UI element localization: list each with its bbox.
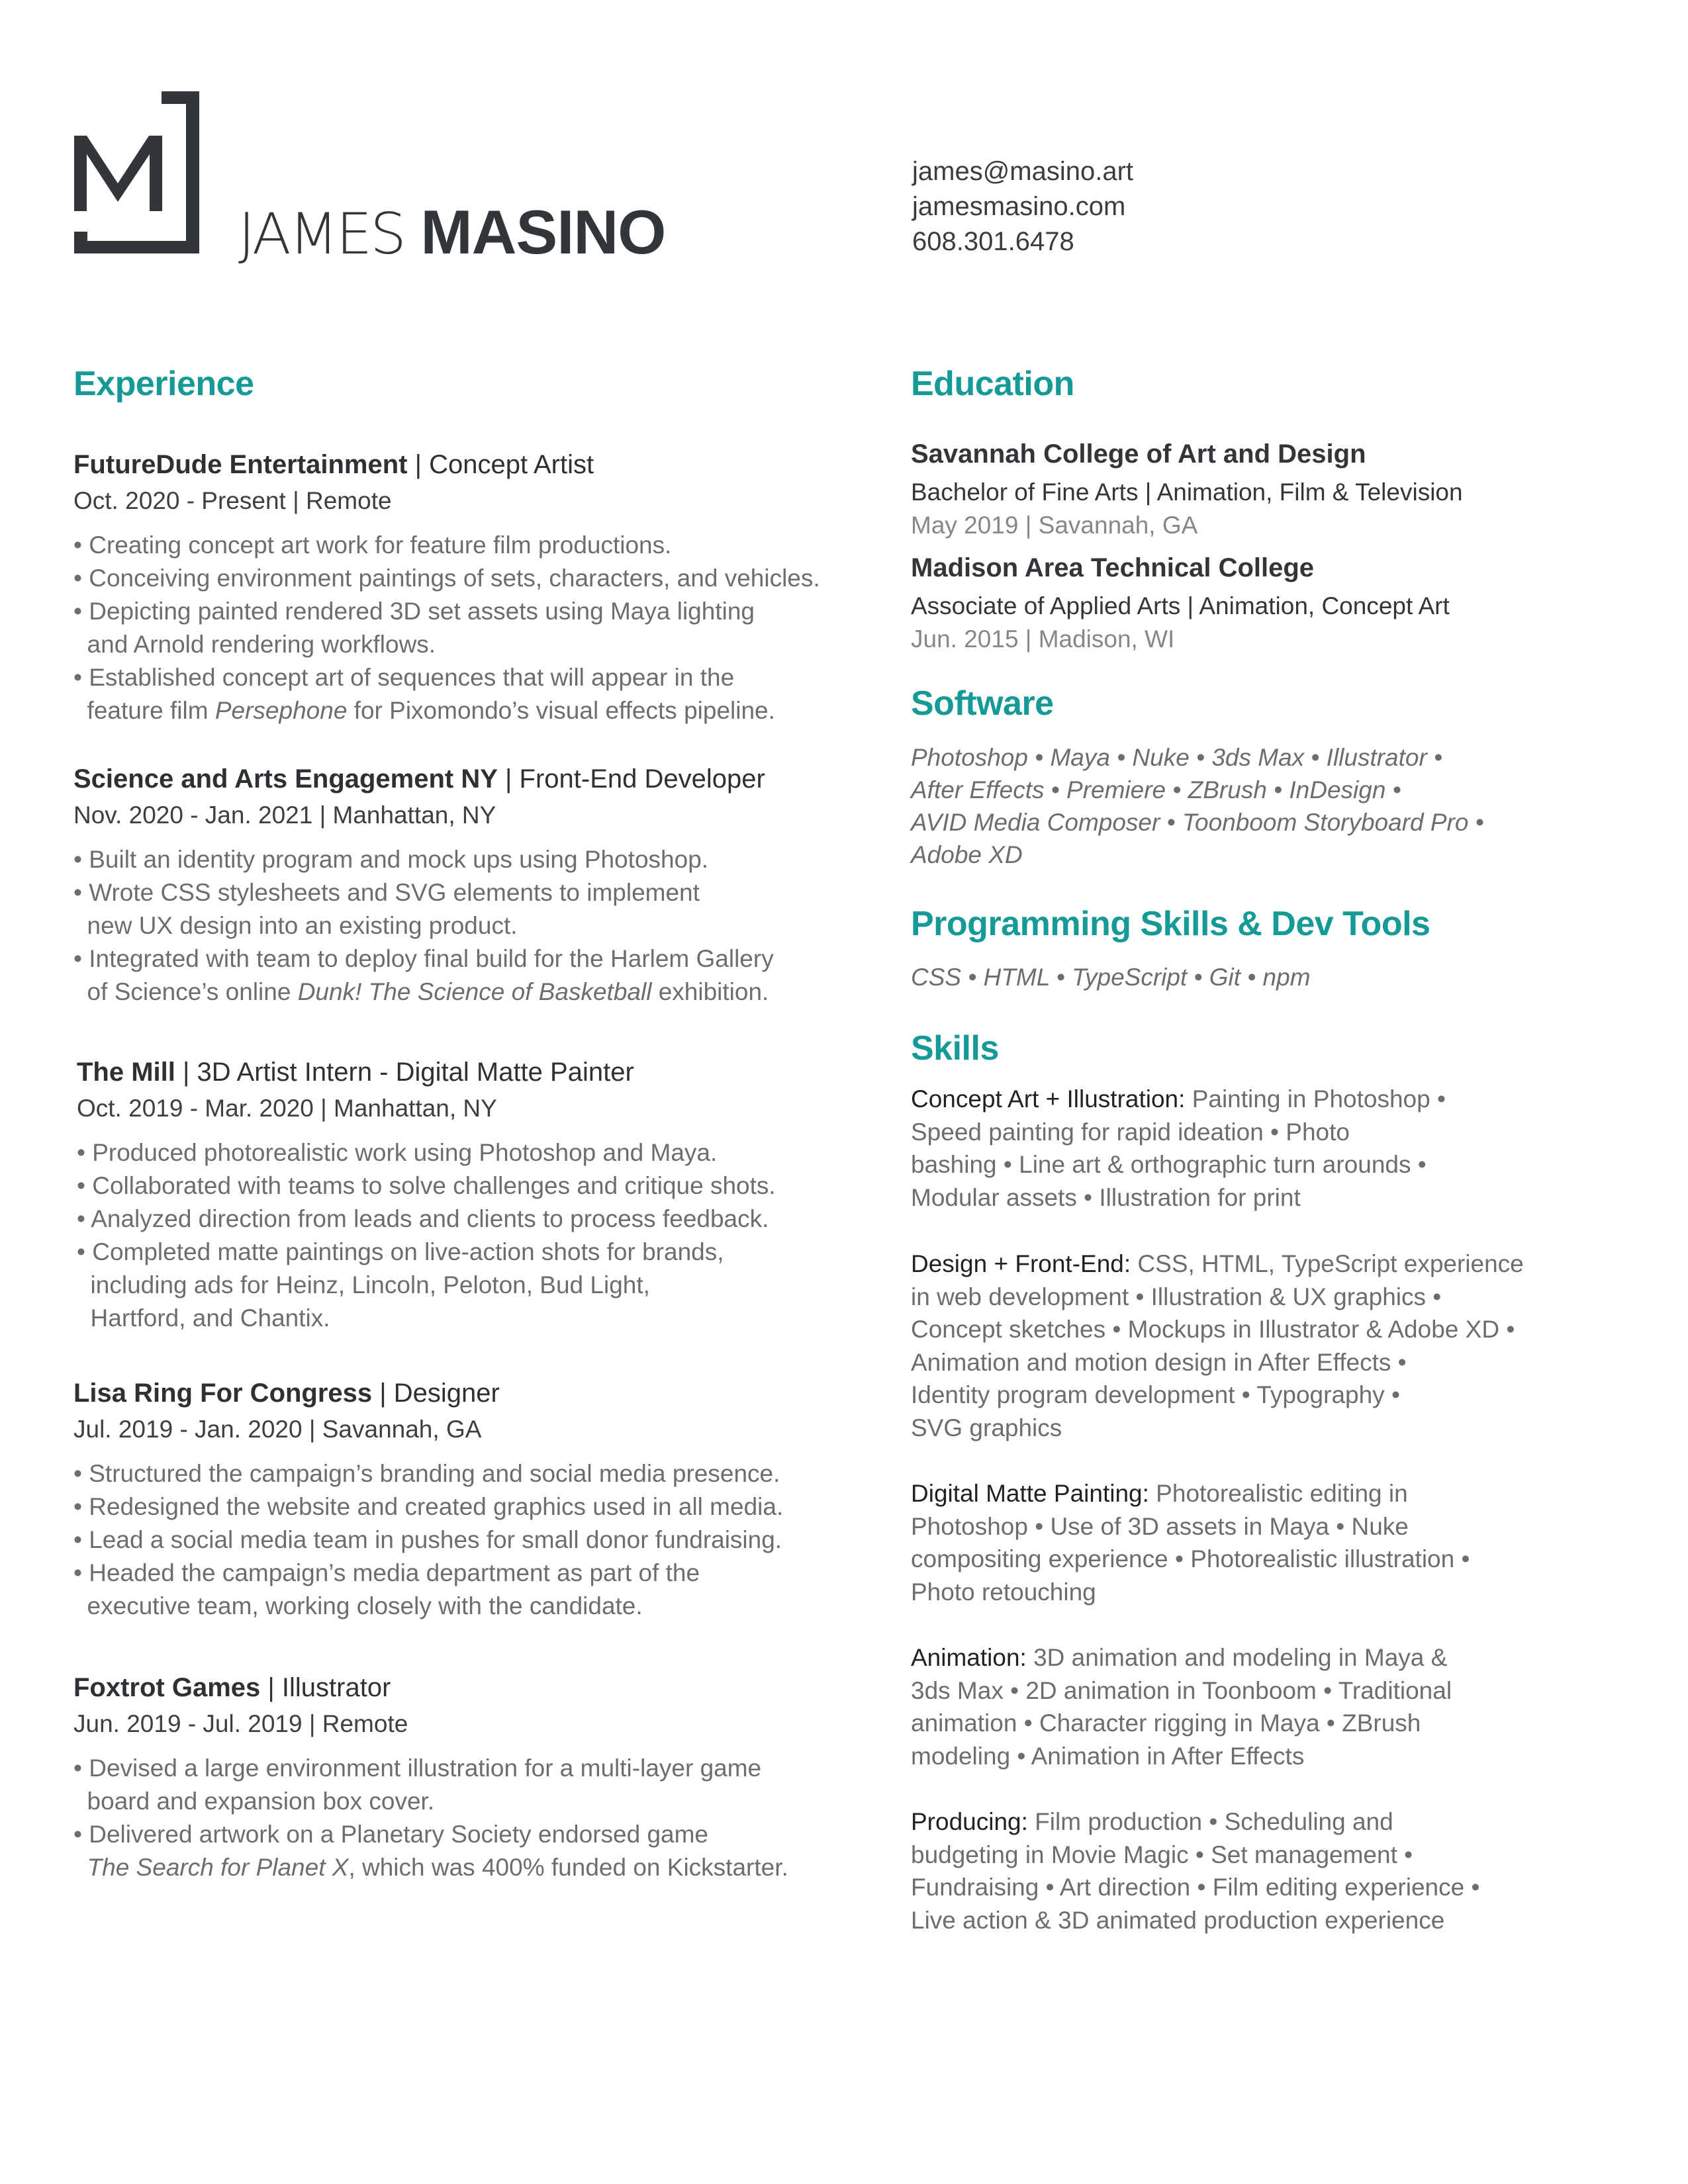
- job-bullet-line: • Headed the campaign’s media department as part of the: [73, 1559, 700, 1586]
- job-bullet-line: • Built an identity program and mock ups using Photoshop.: [73, 846, 709, 873]
- skill-line: SVG graphics: [911, 1414, 1062, 1441]
- job-bullet-line: • Collaborated with teams to solve challenges and critique shots.: [77, 1172, 776, 1199]
- logo-bracket-left-tab: [74, 232, 87, 242]
- logo-bracket-bottom-bar: [74, 241, 187, 253]
- skill-line: Concept Art + Illustration: Painting in Photoshop •: [911, 1085, 1446, 1113]
- skill-line: Fundraising • Art direction • Film editing experience •: [911, 1874, 1480, 1901]
- job-date-location: Oct. 2019 - Mar. 2020 | Manhattan, NY: [77, 1095, 497, 1122]
- job-role: | 3D Artist Intern - Digital Matte Painter: [175, 1058, 634, 1087]
- company-name: FutureDude Entertainment: [73, 450, 408, 479]
- job-bullet-line: • Delivered artwork on a Planetary Society endorsed game: [73, 1821, 709, 1848]
- italic-title: The Search for Planet X: [87, 1854, 349, 1881]
- skill-line: Photoshop • Use of 3D assets in Maya • Nuke: [911, 1512, 1409, 1540]
- job-bullet-line: • Creating concept art work for feature film productions.: [73, 531, 672, 559]
- job-role: | Front-End Developer: [497, 764, 765, 794]
- job-date-location: Nov. 2020 - Jan. 2021 | Manhattan, NY: [73, 801, 496, 829]
- italic-title: Persephone: [214, 697, 348, 724]
- skill-line: modeling • Animation in After Effects: [911, 1742, 1305, 1770]
- programming-list-line: CSS • HTML • TypeScript • Git • npm: [911, 964, 1311, 991]
- job-role: | Illustrator: [260, 1673, 391, 1702]
- software-heading: Software: [911, 684, 1054, 723]
- job-bullet-line: including ads for Heinz, Lincoln, Peloton, Bud Light,: [77, 1271, 650, 1298]
- job-bullet-line: Hartford, and Chantix.: [77, 1304, 330, 1332]
- skill-category-label: Digital Matte Painting:: [911, 1480, 1149, 1507]
- skill-line: budgeting in Movie Magic • Set management •: [911, 1841, 1413, 1868]
- skill-line: Identity program development • Typography •: [911, 1381, 1400, 1408]
- job-bullet-line: • Conceiving environment paintings of sets, characters, and vehicles.: [73, 565, 820, 592]
- skill-category-label: Design + Front-End:: [911, 1250, 1131, 1277]
- job-bullet-line: • Depicting painted rendered 3D set assets using Maya lighting: [73, 598, 755, 625]
- skill-category-label: Producing:: [911, 1808, 1028, 1835]
- school-date-location: May 2019 | Savannah, GA: [911, 512, 1198, 539]
- job-bullet-line: • Produced photorealistic work using Photoshop and Maya.: [77, 1139, 718, 1166]
- job-date-location: Oct. 2020 - Present | Remote: [73, 487, 392, 514]
- software-list-line: AVID Media Composer • Toonboom Storyboard Pro •: [911, 809, 1484, 836]
- company-name: The Mill: [77, 1058, 175, 1087]
- job-bullet-line: feature film Persephone for Pixomondo’s visual effects pipeline.: [73, 697, 775, 724]
- software-list-line: After Effects • Premiere • ZBrush • InDesign •: [911, 776, 1401, 803]
- company-name: Science and Arts Engagement NY: [73, 764, 498, 794]
- skill-category-label: Concept Art + Illustration:: [911, 1085, 1186, 1113]
- skill-line: 3ds Max • 2D animation in Toonboom • Traditional: [911, 1676, 1452, 1704]
- experience-heading: Experience: [73, 365, 254, 403]
- job-role: | Designer: [372, 1379, 500, 1408]
- job-bullet-line: • Analyzed direction from leads and clients to process feedback.: [77, 1205, 769, 1232]
- logo-m-letter-icon: [74, 136, 163, 212]
- programming-heading: Programming Skills & Dev Tools: [911, 905, 1430, 943]
- job-bullet-line: • Devised a large environment illustration for a multi-layer game: [73, 1754, 762, 1782]
- skills-heading: Skills: [911, 1029, 999, 1068]
- contact-website[interactable]: jamesmasino.com: [912, 192, 1126, 221]
- job-bullet-line: new UX design into an existing product.: [73, 912, 518, 939]
- school-degree: Bachelor of Fine Arts | Animation, Film & Television: [911, 478, 1463, 506]
- school-degree: Associate of Applied Arts | Animation, Concept Art: [911, 592, 1450, 619]
- job-bullet-line: The Search for Planet X, which was 400% funded on Kickstarter.: [87, 1854, 788, 1881]
- job-bullet-line: of Science’s online Dunk! The Science of Basketball exhibition.: [73, 978, 769, 1005]
- job-bullet-line: • Redesigned the website and created graphics used in all media.: [73, 1493, 784, 1520]
- logo-bracket-top-tab: [162, 91, 187, 104]
- contact-email[interactable]: james@masino.art: [912, 157, 1134, 186]
- job-date-location: Jun. 2019 - Jul. 2019 | Remote: [73, 1710, 408, 1737]
- skill-line: Design + Front-End: CSS, HTML, TypeScript experience: [911, 1250, 1524, 1277]
- job-title: [73, 1674, 391, 1701]
- logo: [0, 0, 212, 265]
- company-name: Lisa Ring For Congress: [73, 1379, 373, 1408]
- last-name: MASINO: [420, 197, 666, 267]
- skill-line: Photo retouching: [911, 1578, 1096, 1606]
- skill-line: in web development • Illustration & UX graphics •: [911, 1283, 1442, 1310]
- job-bullet-line: • Completed matte paintings on live-action shots for brands,: [77, 1238, 724, 1265]
- company-name: Foxtrot Games: [73, 1673, 261, 1702]
- skill-line: Animation: 3D animation and modeling in Maya &: [911, 1644, 1448, 1671]
- skill-line: Producing: Film production • Scheduling and: [911, 1808, 1393, 1835]
- software-list-line: Adobe XD: [911, 841, 1023, 868]
- skill-line: animation • Character rigging in Maya • ZBrush: [911, 1709, 1421, 1737]
- job-date-location: Jul. 2019 - Jan. 2020 | Savannah, GA: [73, 1416, 482, 1443]
- skill-line: Speed painting for rapid ideation • Photo: [911, 1118, 1350, 1146]
- school-date-location: Jun. 2015 | Madison, WI: [911, 625, 1175, 653]
- logo-bracket-right-bar: [186, 91, 199, 253]
- candidate-name: [238, 197, 666, 267]
- job-bullet-line: and Arnold rendering workflows.: [73, 631, 436, 658]
- first-name: JAMES: [238, 201, 404, 267]
- job-bullet-line: • Structured the campaign’s branding and social media presence.: [73, 1460, 780, 1487]
- skill-line: compositing experience • Photorealistic illustration •: [911, 1545, 1470, 1572]
- skill-line: Live action & 3D animated production experience: [911, 1906, 1445, 1934]
- skill-line: Digital Matte Painting: Photorealistic editing in: [911, 1480, 1408, 1507]
- skill-category-label: Animation:: [911, 1644, 1027, 1671]
- skill-line: Modular assets • Illustration for print: [911, 1183, 1301, 1211]
- contact-info: [912, 154, 1133, 259]
- job-bullet-line: board and expansion box cover.: [73, 1788, 435, 1815]
- italic-title: Dunk! The Science of Basketball: [297, 978, 652, 1005]
- skill-line: Animation and motion design in After Effects •: [911, 1348, 1407, 1376]
- job-bullet-line: executive team, working closely with the candidate.: [73, 1592, 643, 1619]
- skill-line: Concept sketches • Mockups in Illustrator & Adobe XD •: [911, 1316, 1515, 1343]
- school-name: Madison Area Technical College: [911, 553, 1315, 582]
- job-role: | Concept Artist: [407, 450, 594, 479]
- job-title: [73, 1380, 500, 1406]
- job-title: [77, 1059, 634, 1085]
- job-title: [73, 451, 594, 478]
- school-name: Savannah College of Art and Design: [911, 439, 1366, 469]
- job-bullet-line: • Lead a social media team in pushes for small donor fundraising.: [73, 1526, 782, 1553]
- software-list-line: Photoshop • Maya • Nuke • 3ds Max • Illustrator •: [911, 744, 1443, 771]
- skill-line: bashing • Line art & orthographic turn arounds •: [911, 1151, 1427, 1178]
- job-bullet-line: • Integrated with team to deploy final build for the Harlem Gallery: [73, 945, 774, 972]
- contact-phone: 608.301.6478: [912, 227, 1074, 256]
- education-heading: Education: [911, 365, 1074, 403]
- job-bullet-line: • Wrote CSS stylesheets and SVG elements to implement: [73, 879, 700, 906]
- job-bullet-line: • Established concept art of sequences that will appear in the: [73, 664, 735, 691]
- job-title: [73, 766, 765, 792]
